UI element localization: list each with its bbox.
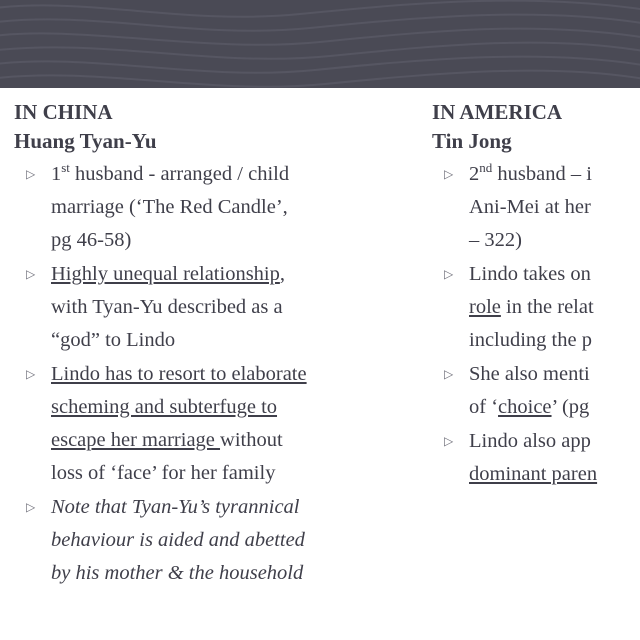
list-item bbox=[432, 158, 640, 257]
bullet-marker-icon: ▷ bbox=[26, 367, 36, 381]
bullet-text: Note that Tyan-Yu’s tyrannical behaviour is aided and abetted by his mother & the household bbox=[51, 496, 305, 584]
bullet-text: She also menti of ‘choice’ (pg bbox=[469, 363, 590, 418]
list-item bbox=[432, 425, 640, 491]
bullet-text: Lindo takes on role in the relat including the p bbox=[469, 263, 594, 351]
bullet-text: Highly unequal relationship, with Tyan-Yu described as a “god” to Lindo bbox=[51, 263, 285, 351]
bullet-text: 1st husband - arranged / child marriage (‘The Red Candle’, pg 46-58) bbox=[51, 160, 290, 251]
wave-pattern-icon bbox=[0, 0, 640, 88]
list-item bbox=[14, 358, 418, 490]
decorative-header-band bbox=[0, 0, 640, 88]
column-in-america bbox=[432, 88, 640, 492]
list-item bbox=[14, 491, 418, 590]
bullet-marker-icon: ▷ bbox=[26, 500, 36, 514]
column-subtitle-china: Huang Tyan-Yu bbox=[14, 129, 157, 153]
bullet-text: Lindo also app dominant paren bbox=[469, 430, 598, 485]
list-item bbox=[14, 258, 418, 357]
bullet-marker-icon: ▷ bbox=[26, 167, 36, 181]
bullet-marker-icon: ▷ bbox=[444, 434, 454, 448]
bullet-text: 2nd husband – i Ani-Mei at her – 322) bbox=[469, 160, 592, 251]
content-columns bbox=[0, 88, 640, 640]
bullet-marker-icon: ▷ bbox=[444, 367, 454, 381]
column-subtitle-america: Tin Jong bbox=[432, 129, 512, 153]
bullet-marker-icon: ▷ bbox=[444, 167, 454, 181]
list-item bbox=[14, 158, 418, 257]
bullet-text: Lindo has to resort to elaborate scheming and subterfuge to escape her marriage without loss of ‘face’ for her family bbox=[51, 363, 307, 484]
bullet-list-america bbox=[432, 158, 640, 491]
list-item bbox=[432, 358, 640, 424]
bullet-marker-icon: ▷ bbox=[444, 267, 454, 281]
list-item bbox=[432, 258, 640, 357]
bullet-marker-icon: ▷ bbox=[26, 267, 36, 281]
column-in-china bbox=[14, 88, 418, 591]
bullet-list-china bbox=[14, 158, 418, 590]
column-title-china: IN CHINA bbox=[14, 100, 113, 124]
column-title-america: IN AMERICA bbox=[432, 100, 563, 124]
